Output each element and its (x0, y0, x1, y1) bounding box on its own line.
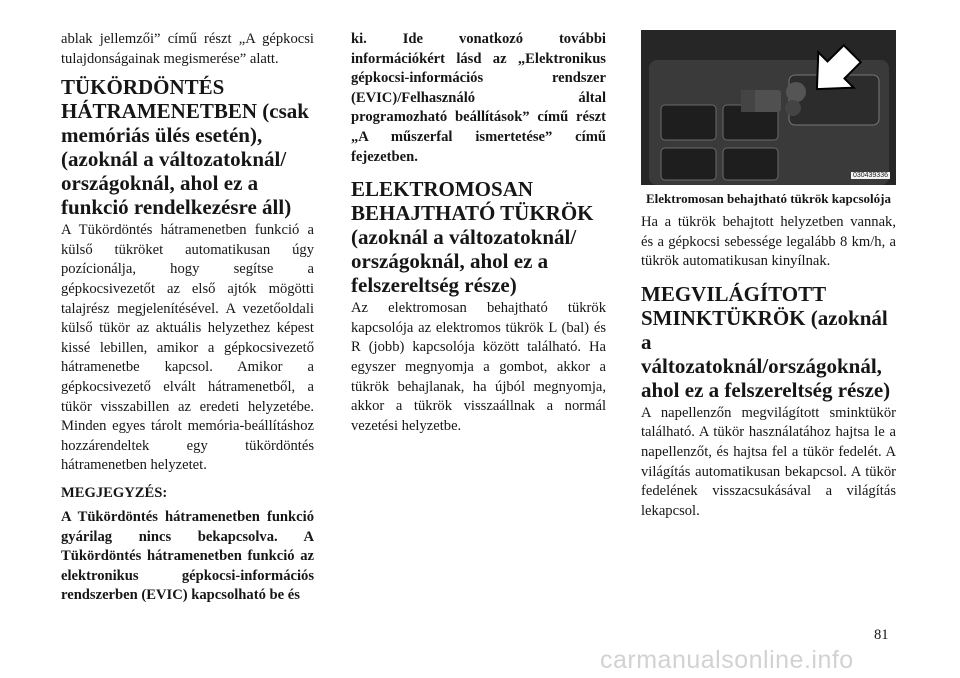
watermark: carmanualsonline.info (600, 646, 854, 674)
mirror-switch-illustration (641, 30, 896, 185)
mirror-tilt-body: A Tükördöntés hátramenetben funkció a külső tükröket automatikusan úgy pozícionálja, hogy segítse a gépkocsivezetőt az első ajtók mögötti talajrész megjelenítésével. A vezetőoldali külső tükör az aktuális helyzethez képest kissé lebillen, amikor a gépkocsivezető hátramenetbe kapcsol. Amikor a gépkocsivezető elvált hátramenetből, a tükör visszabillen az eredeti helyzetébe. Minden egyes tárolt memória-beállításhoz hozzárendeltek egy tükördöntés hátramenetben helyzetet. (61, 222, 314, 474)
note-heading: MEGJEGYZÉS: (61, 484, 168, 501)
figure-code: 030439336 (852, 172, 888, 179)
column-right (641, 30, 896, 521)
vanity-mirrors-body: A napellenzőn megvilágított sminktükör található. A tükör használatához hajtsa le a napellenzőt, és hajtsa fel a tükör fedelét. A világítás automatikusan bekapcsol. A tükör fedelének visszacsukásával a világítás lekapcsol. (641, 404, 896, 519)
note-body: A Tükördöntés hátramenetben funkció gyárilag nincs bekapcsolva. A Tükördöntés hátramenetben funkció az elektronikus gépkocsi-információs rendszerben (EVIC) kapcsolható be és (61, 508, 314, 604)
section-heading-vanity-mirrors: MEGVILÁGÍTOTT SMINKTÜKRÖK (azoknál a változatoknál/országoknál, ahol ez a felszereltség része) (641, 281, 891, 402)
unfold-body: Ha a tükrök behajtott helyzetben vannak, és a gépkocsi sebessége legalább 8 km/h, a tükrök automatikusan kinyílnak. (641, 214, 896, 270)
page-number: 81 (874, 627, 889, 643)
column-left (61, 30, 314, 606)
section-heading-mirror-tilt: TÜKÖRDÖNTÉS HÁTRAMENETBEN (csak memóriás ülés esetén), (azoknál a változatoknál/ országoknál, ahol ez a funkció rendelkezésre áll) (61, 75, 309, 220)
folding-mirrors-body: Az elektromosan behajtható tükrök kapcsolója az elektromos tükrök L (bal) és R (jobb) kapcsolója között található. Ha egyszer megnyomja a gombot, akkor a tükrök behajlanak, ha újból megnyomja, akkor a tükrök visszaállnak a normál vezetési helyzetbe. (351, 300, 606, 434)
section-heading-folding-mirrors: ELEKTROMOSAN BEHAJTHATÓ TÜKRÖK (azoknál a változatoknál/ országoknál, ahol ez a felszereltség része) (351, 177, 594, 298)
note-continuation: ki. Ide vonatkozó további információkért lásd az „Elektronikus gépkocsi-információs rendszer (EVIC)/Felhasználó által programozható beállítások” című részt „A műszerfal ismertetése” című fejezetben. (351, 31, 606, 165)
mirror-switch-figure (641, 30, 896, 185)
figure-caption: Elektromosan behajtható tükrök kapcsolója (646, 191, 891, 206)
column-middle (351, 30, 606, 436)
intro-text: ablak jellemzői” című részt „A gépkocsi tulajdonságainak megismerése” alatt. (61, 31, 314, 67)
